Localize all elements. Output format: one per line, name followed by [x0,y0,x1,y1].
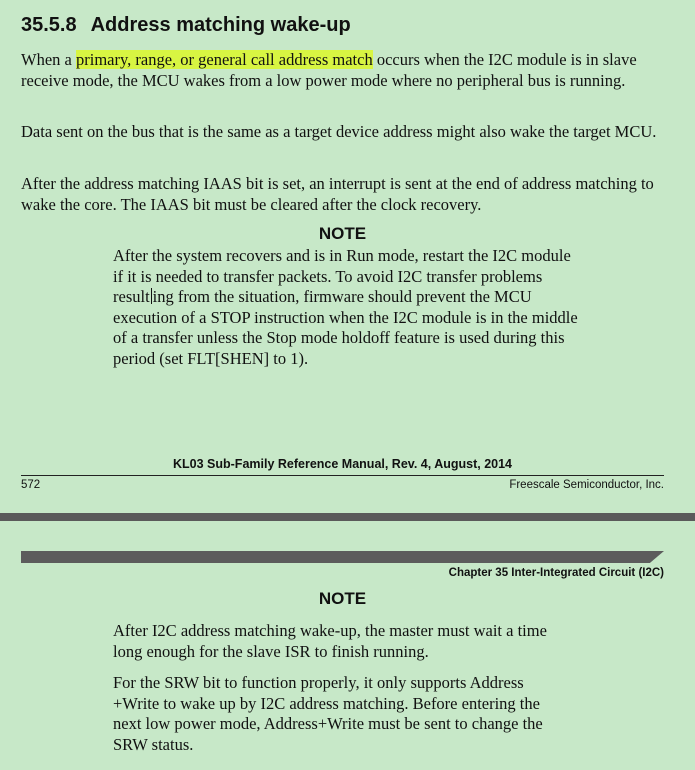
paragraph-3: After the address matching IAAS bit is set, an interrupt is sent at the end of address matching to wake the core. The IAAS bit must be cleared after the clock recovery. [21,174,654,214]
section-heading [21,14,351,37]
page-number: 572 [21,479,41,491]
note-title: NOTE [318,224,367,243]
section-number: 35.5.8 [21,14,77,36]
text-cursor [151,288,152,304]
note-text-start: After the system recovers and is in Run mode, restart the I2C module if it is needed to transfer packets. To avoid I2C transfer problems result [113,246,571,306]
highlighted-text[interactable]: primary, range, or general call address match [75,50,373,69]
para1-text-end: occurs when the I2C module is in slave receive mode, the MCU wakes from a low power mode where no peripheral bus is running. [21,50,637,90]
chapter-header-bar [21,551,664,563]
note-paragraph-2: For the SRW bit to function properly, it only supports Address +Write to wake up by I2C address matching. Before entering the next low power mode, Address+Write must be sent to change the SRW status. [113,673,543,754]
publisher: Freescale Semiconductor, Inc. [509,479,664,491]
note-text-end: ing from the situation, firmware should prevent the MCU execution of a STOP instruction when the I2C module is in the middle of a transfer unless the Stop mode holdoff feature is used during this period (set FLT[SHEN] to 1). [113,287,578,368]
footer-title: KL03 Sub-Family Reference Manual, Rev. 4, August, 2014 [173,457,512,471]
para1-text-start: When a [21,50,76,69]
note-body [113,246,583,369]
chapter-header: Chapter 35 Inter-Integrated Circuit (I2C) [448,567,664,579]
note-title-2: NOTE [318,589,367,608]
footer-rule [21,475,664,476]
section-title: Address matching wake-up [90,14,351,36]
page-separator [0,513,695,521]
note-paragraph-1: After I2C address matching wake-up, the master must wait a time long enough for the slave ISR to finish running. [113,621,547,661]
paragraph-1 [21,50,671,91]
paragraph-2: Data sent on the bus that is the same as a target device address might also wake the target MCU. [21,122,657,141]
